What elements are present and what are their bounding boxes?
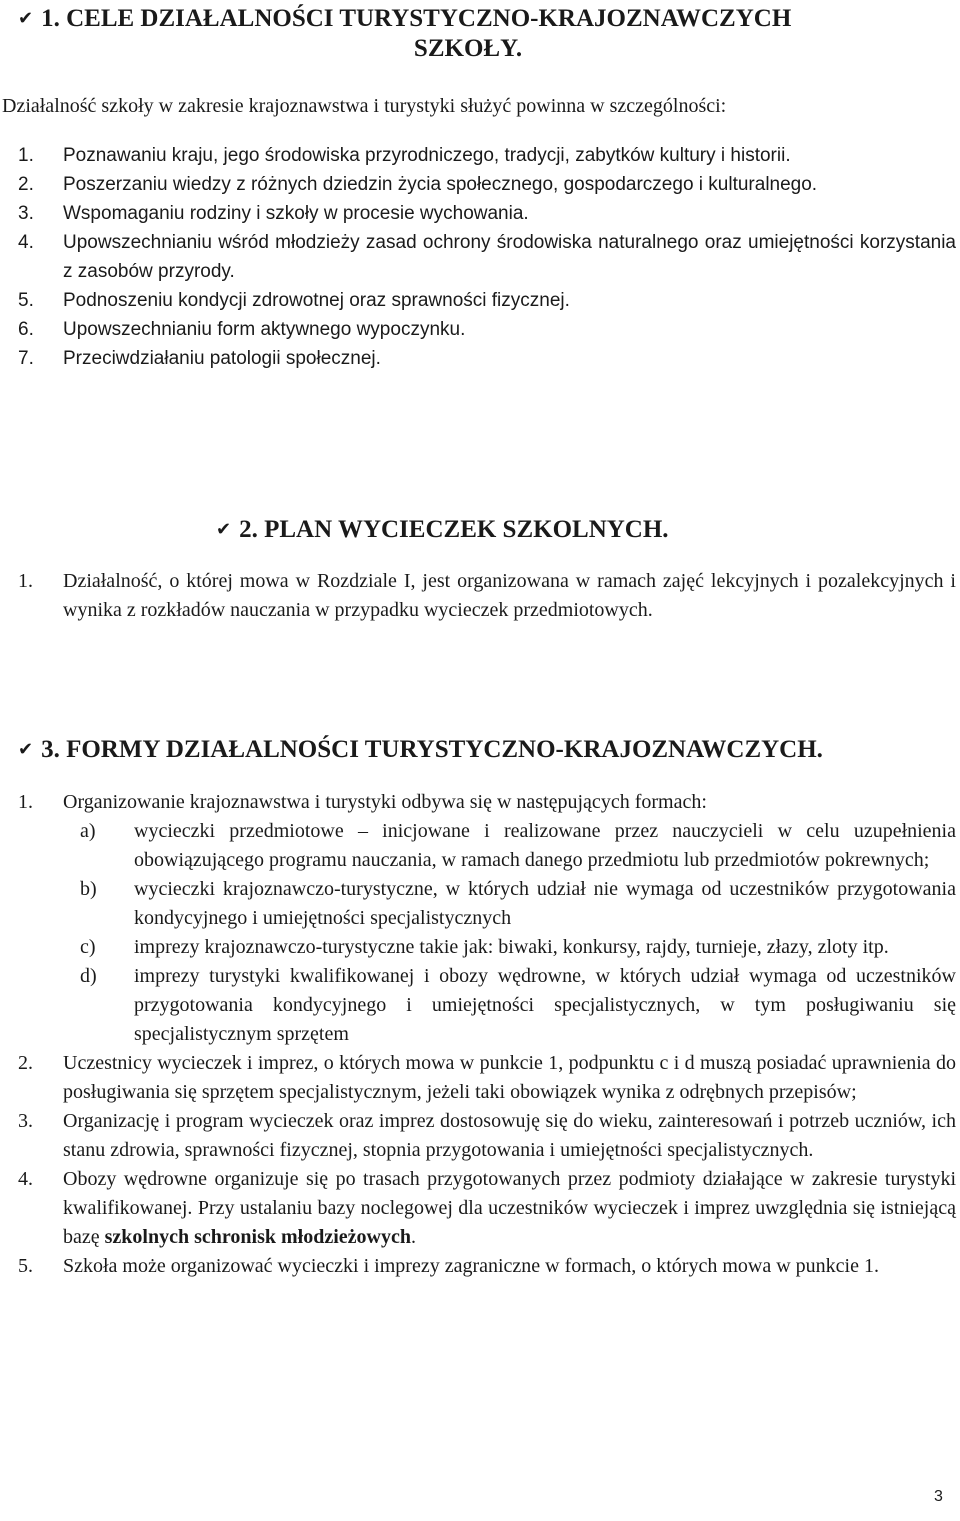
- list-item: 7. Przeciwdziałaniu patologii społecznej.: [18, 348, 381, 369]
- checkmark-bullet-icon: ✔: [18, 8, 34, 29]
- list-item: 1. Organizowanie krajoznawstwa i turystyki odbywa się w następujących formach: a) wycieczki przedmiotowe – inicjowane i realizowane przez nauczycieli w celu uzupełnienia obowiązującego programu nauczania, w ramach danego przedmiotu lub przedmiotów pokrewnych; b) wycieczki krajoznawczo-turystyczne, w których udział nie wymaga od uczestników przygotowania kondycyjnego i umiejętności specjalistycznych c) imprezy krajoznawczo-turystyczne takie jak: biwaki, konkursy, rajdy, turnieje, złazy, zloty itp. d) imprezy turystyki kwalifikowanej i obozy wędrowne, w których udział wymaga od uczestników przygotowania kondycyjnego i umiejętności specjalistycznych, w tym posługiwaniu się specjalistycznym sprzętem: [18, 788, 956, 1049]
- section-3-list: [18, 788, 956, 1281]
- section-1-title-line1: 1. CELE DZIAŁALNOŚCI TURYSTYCZNO-KRAJOZNAWCZYCH: [41, 5, 792, 32]
- list-item: 4. Obozy wędrowne organizuje się po trasach przygotowanych przez podmioty działające w zakresie turystyki kwalifikowanej. Przy ustalaniu bazy noclegowej dla uczestników wycieczek i imprez uwzględnia się istniejącą bazę szkolnych schronisk młodzieżowych.: [18, 1168, 956, 1248]
- sublist-item: c) imprezy krajoznawczo-turystyczne takie jak: biwaki, konkursy, rajdy, turnieje, złazy, zloty itp.: [80, 936, 889, 958]
- sublist-item: d) imprezy turystyki kwalifikowanej i obozy wędrowne, w których udział wymaga od uczestników przygotowania kondycyjnego i umiejętności specjalistycznych, w tym posługiwaniu się specjalistycznym sprzętem: [80, 965, 956, 1045]
- list-item: 5. Podnoszeniu kondycji zdrowotnej oraz sprawności fizycznej.: [18, 290, 570, 311]
- section-3-sublist: [63, 817, 956, 1049]
- section-1-list: [18, 141, 956, 373]
- section-1-heading: [18, 4, 948, 64]
- section-2-list: [18, 567, 956, 625]
- list-item: 1. Poznawaniu kraju, jego środowiska przyrodniczego, tradycji, zabytków kultury i historii.: [18, 145, 791, 166]
- list-item: 3. Wspomaganiu rodziny i szkoły w procesie wychowania.: [18, 203, 529, 224]
- section-1-title-line2: SZKOŁY.: [413, 35, 523, 62]
- section-1-intro: Działalność szkoły w zakresie krajoznawstwa i turystyki służyć powinna w szczególności:: [2, 95, 727, 117]
- section-2-heading: [216, 515, 669, 545]
- list-item: 2. Poszerzaniu wiedzy z różnych dziedzin życia społecznego, gospodarczego i kulturalnego.: [18, 174, 818, 195]
- sublist-item: a) wycieczki przedmiotowe – inicjowane i realizowane przez nauczycieli w celu uzupełnienia obowiązującego programu nauczania, w ramach danego przedmiotu lub przedmiotów pokrewnych;: [80, 820, 956, 871]
- list-item: 5. Szkoła może organizować wycieczki i imprezy zagraniczne w formach, o których mowa w punkcie 1.: [18, 1255, 879, 1277]
- section-2-title: 2. PLAN WYCIECZEK SZKOLNYCH.: [239, 516, 669, 543]
- list-item: 3. Organizację i program wycieczek oraz imprez dostosowuję się do wieku, zainteresowań i potrzeb uczniów, ich stanu zdrowia, sprawności fizycznej, stopnia przygotowania i umiejętności specjalistycznych.: [18, 1110, 956, 1161]
- bold-phrase: szkolnych schronisk młodzieżowych: [104, 1226, 411, 1248]
- section-3-title: 3. FORMY DZIAŁALNOŚCI TURYSTYCZNO-KRAJOZNAWCZYCH.: [41, 736, 823, 763]
- checkmark-bullet-icon: ✔: [18, 739, 34, 760]
- sublist-item: b) wycieczki krajoznawczo-turystyczne, w których udział nie wymaga od uczestników przygotowania kondycyjnego i umiejętności specjalistycznych: [80, 878, 956, 929]
- list-item: 1. Działalność, o której mowa w Rozdziale I, jest organizowana w ramach zajęć lekcyjnych i pozalekcyjnych i wynika z rozkładów nauczania w przypadku wycieczek przedmiotowych.: [18, 570, 956, 621]
- page-number: 3: [934, 1488, 943, 1505]
- list-item: 2. Uczestnicy wycieczek i imprez, o których mowa w punkcie 1, podpunktu c i d muszą posiadać uprawnienia do posługiwania się sprzętem specjalistycznym, jeżeli taki obowiązek wynika z odrębnych przepisów;: [18, 1052, 956, 1103]
- checkmark-bullet-icon: ✔: [216, 519, 232, 540]
- section-3-heading: [18, 735, 823, 765]
- list-item: 6. Upowszechnianiu form aktywnego wypoczynku.: [18, 319, 466, 340]
- list-item: 4. Upowszechnianiu wśród młodzieży zasad ochrony środowiska naturalnego oraz umiejętności korzystania z zasobów przyrody.: [18, 232, 956, 282]
